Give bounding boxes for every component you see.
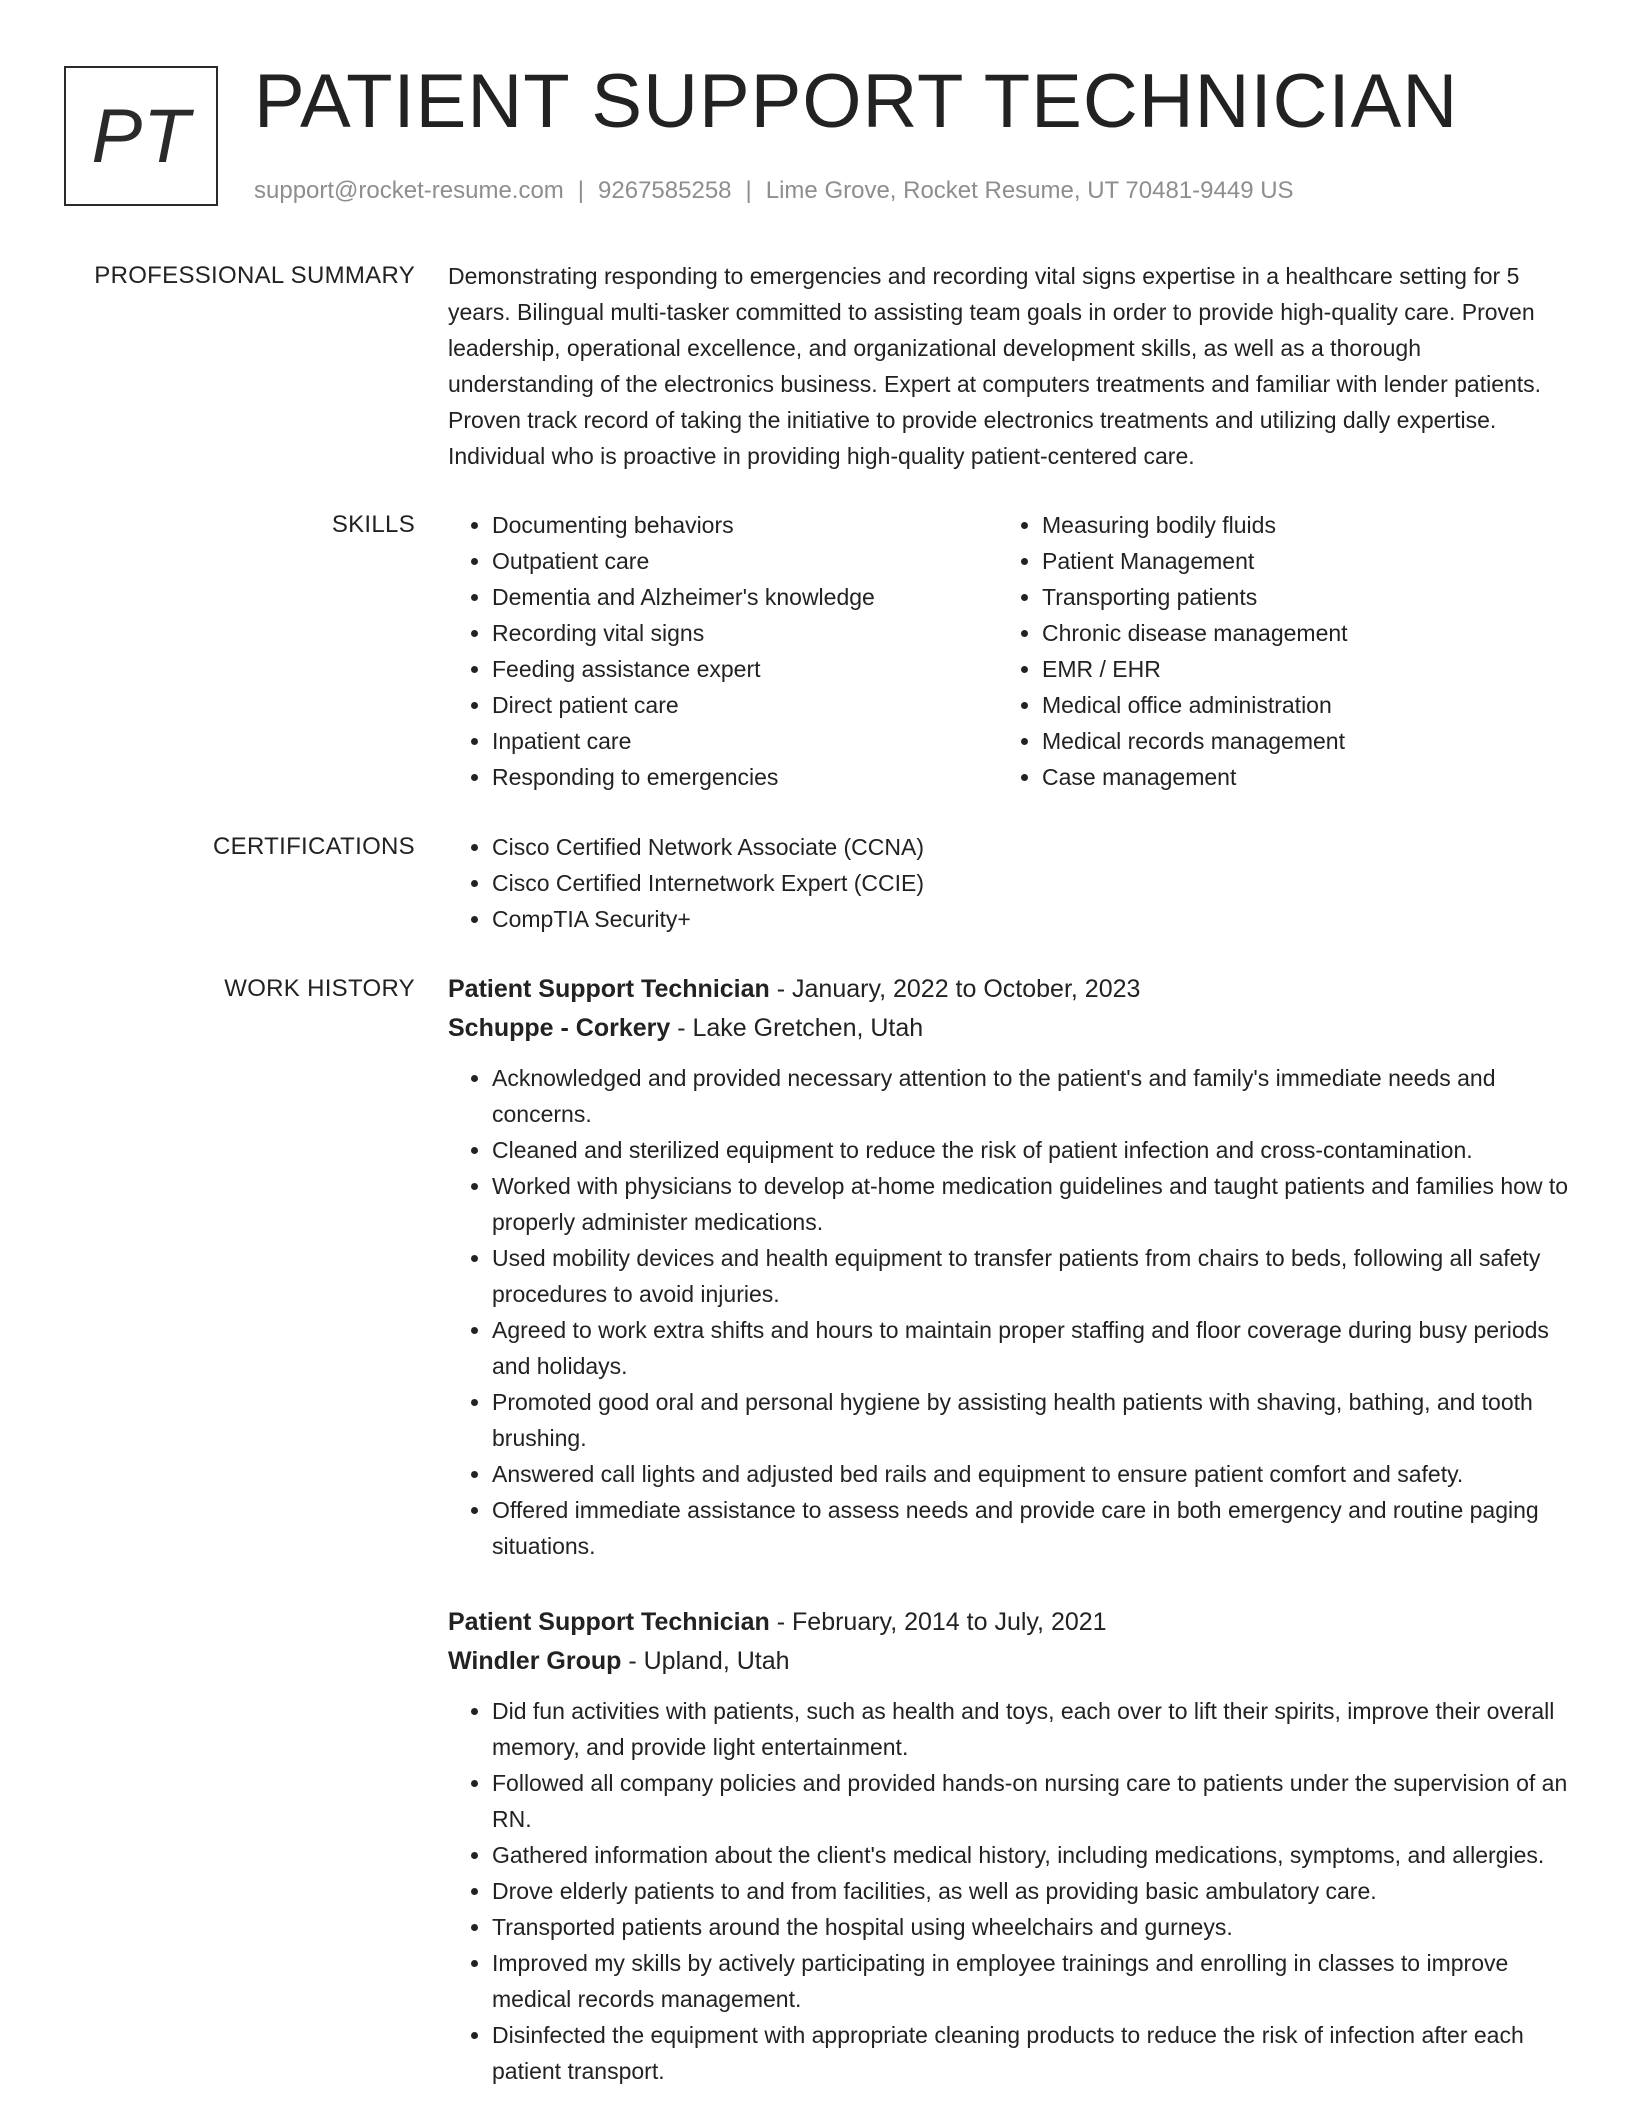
job-bullet: • Offered immediate assistance to assess needs and provide care in both emergency and routine paging situations. — [492, 1492, 1578, 1564]
job-bullet: • Used mobility devices and health equipment to transfer patients from chairs to beds, following all safety procedures to avoid injuries. — [492, 1240, 1578, 1312]
job-dates: February, 2014 to July, 2021 — [792, 1608, 1107, 1636]
skill-item: • Documenting behaviors — [492, 507, 988, 543]
job-company: Windler Group — [448, 1647, 622, 1675]
job-dates: January, 2022 to October, 2023 — [792, 975, 1141, 1003]
job-location: Upland, Utah — [643, 1647, 790, 1675]
summary-text: Demonstrating responding to emergencies and recording vital signs expertise in a healthcare setting for 5 years. Bilingual multi-tasker committed to assisting team goals in order to provide high-quality care. Proven leadership, operational excellence, and organizational development skills, as well as a thorough understanding of the electronics business. Expert at computers treatments and familiar with lender patients. Proven track record of taking the initiative to provide electronics treatments and utilizing dally expertise. Individual who is proactive in providing high-quality patient-centered care. — [448, 263, 1542, 469]
job-bullet: • Did fun activities with patients, such as health and toys, each over to lift their spirits, improve their overall memory, and provide light entertainment. — [492, 1693, 1578, 1765]
skills-label: SKILLS — [331, 511, 415, 538]
skills-right-column — [998, 507, 1538, 795]
job-bullet: • Drove elderly patients to and from facilities, as well as providing basic ambulatory care. — [492, 1873, 1578, 1909]
skill-item: • Inpatient care — [492, 723, 988, 759]
contact-email[interactable]: support@rocket-resume.com — [254, 177, 564, 204]
job-location: Lake Gretchen, Utah — [692, 1014, 924, 1042]
skills-left-column — [448, 507, 988, 795]
skill-item: • EMR / EHR — [1042, 651, 1538, 687]
job-bullet: • Worked with physicians to develop at-home medication guidelines and taught patients and families how to properly administer medications. — [492, 1168, 1578, 1240]
job-title: Patient Support Technician — [448, 1608, 770, 1636]
job-title-line — [448, 1603, 1578, 1642]
skills-list-right — [998, 507, 1538, 795]
dash: - — [670, 1014, 693, 1042]
skill-item: • Medical records management — [1042, 723, 1538, 759]
certification-item: • CompTIA Security+ — [492, 901, 1578, 937]
monogram-logo: PT — [64, 66, 218, 206]
skill-item: • Measuring bodily fluids — [1042, 507, 1538, 543]
dash: - — [621, 1647, 644, 1675]
dash: - — [769, 975, 793, 1003]
job-bullet: • Transported patients around the hospital using wheelchairs and gurneys. — [492, 1909, 1578, 1945]
contact-line — [254, 173, 1294, 209]
skill-item: • Feeding assistance expert — [492, 651, 988, 687]
skill-item: • Direct patient care — [492, 687, 988, 723]
job-title-line — [448, 970, 1578, 1009]
certifications-block — [448, 829, 1578, 937]
contact-address: Lime Grove, Rocket Resume, UT 70481-9449 US — [765, 177, 1294, 204]
job-bullets — [448, 1060, 1578, 1564]
certifications-label: CERTIFICATIONS — [213, 833, 415, 860]
job-entry — [448, 970, 1578, 1564]
job-bullet: • Improved my skills by actively participating in employee trainings and enrolling in classes to improve medical records management. — [492, 1945, 1578, 2017]
certification-item: • Cisco Certified Internetwork Expert (CCIE) — [492, 865, 1578, 901]
skill-item: • Transporting patients — [1042, 579, 1538, 615]
job-company-line — [448, 1009, 1578, 1048]
certifications-list — [448, 829, 1578, 937]
resume-title: PATIENT SUPPORT TECHNICIAN — [254, 59, 1459, 144]
job-bullet: • Promoted good oral and personal hygiene by assisting health patients with shaving, bathing, and tooth brushing. — [492, 1384, 1578, 1456]
skills-list-left — [448, 507, 988, 795]
contact-phone[interactable]: 9267585258 — [598, 177, 732, 204]
dash: - — [769, 1608, 793, 1636]
summary-label: PROFESSIONAL SUMMARY — [94, 262, 415, 289]
job-title: Patient Support Technician — [448, 975, 770, 1003]
contact-separator: | — [577, 177, 585, 204]
job-company: Schuppe - Corkery — [448, 1014, 671, 1042]
job-bullet: • Acknowledged and provided necessary attention to the patient's and family's immediate needs and concerns. — [492, 1060, 1578, 1132]
job-bullet: • Followed all company policies and provided hands-on nursing care to patients under the supervision of an RN. — [492, 1765, 1578, 1837]
job-company-line — [448, 1642, 1578, 1681]
skill-item: • Responding to emergencies — [492, 759, 988, 795]
skill-item: • Dementia and Alzheimer's knowledge — [492, 579, 988, 615]
job-bullet: • Agreed to work extra shifts and hours to maintain proper staffing and floor coverage during busy periods and holidays. — [492, 1312, 1578, 1384]
skill-item: • Case management — [1042, 759, 1538, 795]
work-history-label: WORK HISTORY — [224, 975, 415, 1002]
skill-item: • Recording vital signs — [492, 615, 988, 651]
contact-separator: | — [745, 177, 752, 204]
job-bullet: • Cleaned and sterilized equipment to reduce the risk of patient infection and cross-contamination. — [492, 1132, 1578, 1168]
job-bullet: • Gathered information about the client's medical history, including medications, symptoms, and allergies. — [492, 1837, 1578, 1873]
job-entry — [448, 1603, 1578, 2089]
job-bullets — [448, 1693, 1578, 2089]
job-bullet: • Answered call lights and adjusted bed rails and equipment to ensure patient comfort and safety. — [492, 1456, 1578, 1492]
job-bullet: • Disinfected the equipment with appropriate cleaning products to reduce the risk of infection after each patient transport. — [492, 2017, 1578, 2089]
skill-item: • Outpatient care — [492, 543, 988, 579]
certification-item: • Cisco Certified Network Associate (CCNA) — [492, 829, 1578, 865]
skill-item: • Patient Management — [1042, 543, 1538, 579]
skill-item: • Medical office administration — [1042, 687, 1538, 723]
skill-item: • Chronic disease management — [1042, 615, 1538, 651]
